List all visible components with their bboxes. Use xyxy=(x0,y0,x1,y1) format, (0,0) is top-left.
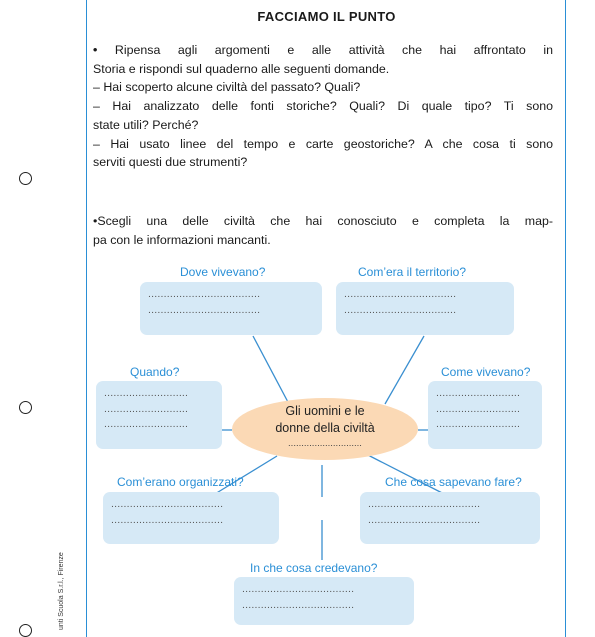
answer-box-organization[interactable] xyxy=(103,492,279,544)
node-label-when: Quando? xyxy=(130,365,180,379)
answer-line: .................................... xyxy=(368,513,481,526)
connector-line xyxy=(385,336,424,404)
central-concept-line: Gli uomini e le xyxy=(285,404,365,418)
node-label-beliefs: In che cosa credevano? xyxy=(250,561,378,575)
answer-box-how-lived[interactable] xyxy=(428,381,542,449)
question-line: state utili? Perché? xyxy=(93,117,199,132)
intro-line-1: • Ripensa agli argomenti e alle attività che hai affrontato in xyxy=(93,43,553,57)
page-title: FACCIAMO IL PUNTO xyxy=(257,9,396,24)
answer-line: ........................... xyxy=(104,387,189,399)
answer-line: .................................... xyxy=(344,303,457,316)
bullet-icon: • xyxy=(93,43,98,57)
node-label-where: Dove vivevano? xyxy=(180,265,266,279)
answer-line: ........................... xyxy=(436,402,521,415)
node-label-how-lived: Come vivevano? xyxy=(441,365,531,379)
node-label-territory: Com’era il territorio? xyxy=(358,265,467,279)
central-concept-line: donne della civiltà xyxy=(275,421,375,435)
node-label-organization: Com’erano organizzati? xyxy=(117,475,244,489)
answer-line: ........................... xyxy=(104,402,189,415)
publisher-credit: unti Scuola S.r.l., Firenze xyxy=(58,552,65,630)
bullet-icon: • xyxy=(93,214,98,228)
answer-line: .................................... xyxy=(368,498,481,510)
answer-box-territory[interactable] xyxy=(336,282,514,335)
central-concept xyxy=(232,398,418,460)
answer-line: ........................... xyxy=(436,387,521,399)
answer-box-when[interactable] xyxy=(96,381,222,449)
answer-box-skills[interactable] xyxy=(360,492,540,544)
answer-line: .................................... xyxy=(111,513,224,526)
answer-line: .................................... xyxy=(148,303,261,316)
question-line: – Hai analizzato delle fonti storiche? Quali? Di quale tipo? Ti sono xyxy=(93,99,553,114)
answer-line: .................................... xyxy=(242,583,355,595)
answer-box-where[interactable] xyxy=(140,282,322,335)
question-line: – Hai usato linee del tempo e carte geostoriche? A che cosa ti sono xyxy=(93,136,553,151)
answer-line: .................................... xyxy=(111,498,224,510)
answer-box-beliefs[interactable] xyxy=(234,577,414,625)
answer-line: .................................... xyxy=(242,598,355,611)
central-answer-line[interactable]: ............................ xyxy=(288,438,362,449)
connector-line xyxy=(253,336,289,404)
answer-line: .................................... xyxy=(344,288,457,300)
node-label-skills: Che cosa sapevano fare? xyxy=(385,475,522,489)
question-line: serviti questi due strumenti? xyxy=(93,155,248,170)
question-line: – Hai scoperto alcune civiltà del passato? Quali? xyxy=(93,80,361,95)
answer-line: .................................... xyxy=(148,288,261,300)
instruction-line-2: pa con le informazioni mancanti. xyxy=(93,232,271,247)
instruction-line-1: •Scegli una delle civiltà che hai conosciuto e completa la map- xyxy=(93,214,553,228)
answer-line: ........................... xyxy=(104,418,189,430)
intro-line-2: Storia e rispondi sul quaderno alle seguenti domande. xyxy=(93,61,390,76)
answer-line: ........................... xyxy=(436,418,521,430)
